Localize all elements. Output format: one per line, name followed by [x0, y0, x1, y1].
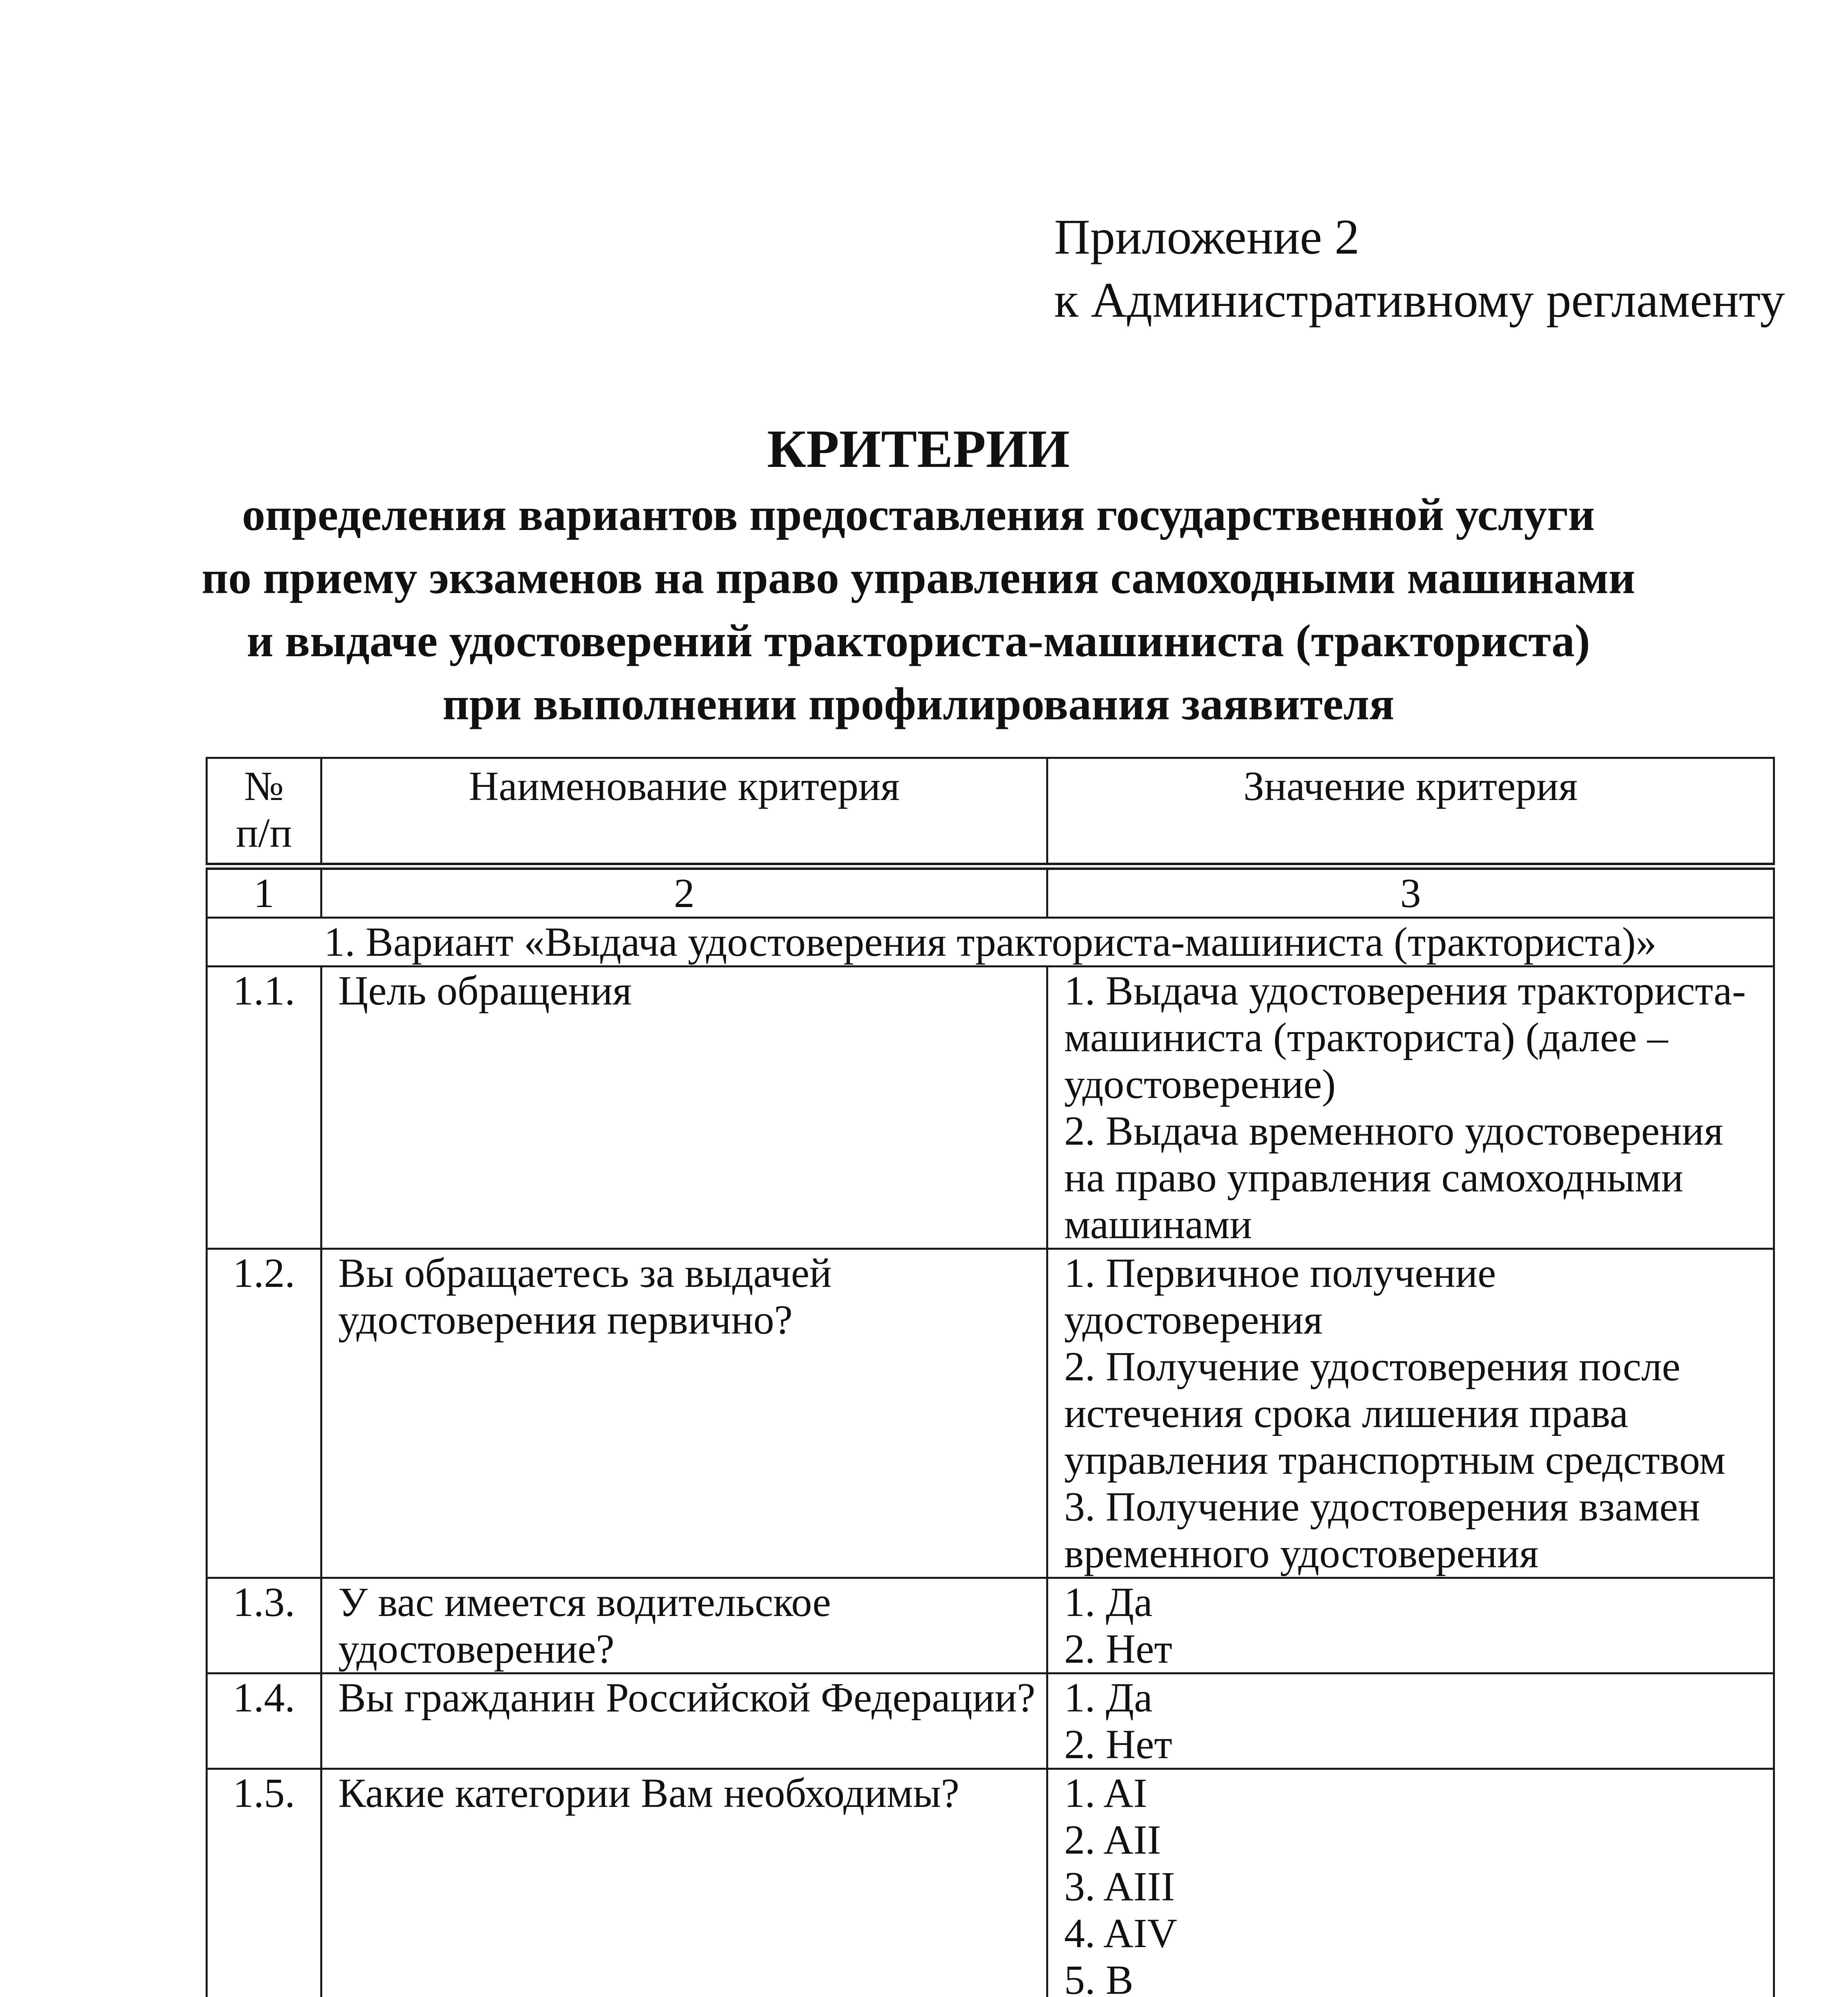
criterion-name-line: удостоверение? — [338, 1626, 615, 1672]
criterion-value-line: 1. Да — [1064, 1579, 1153, 1625]
appendix-line-1: Приложение 2 — [1054, 210, 1360, 265]
criterion-value-line: 1. Выдача удостоверения тракториста- — [1064, 968, 1746, 1014]
table-row — [207, 1769, 1774, 1997]
criterion-name-line: удостоверения первично? — [338, 1297, 793, 1343]
criterion-name — [321, 967, 1047, 1249]
criterion-number: 1.2. — [207, 1249, 321, 1578]
criterion-value-line: машиниста (тракториста) (далее – — [1064, 1014, 1668, 1060]
variant-1-rows — [207, 967, 1774, 1997]
title-line-4: при выполнении профилирования заявителя — [442, 679, 1394, 730]
criterion-number: 1.5. — [207, 1769, 321, 1997]
criterion-value-line: 2. Нет — [1064, 1626, 1172, 1672]
variant-1-title: 1. Вариант «Выдача удостоверения тракториста-машиниста (тракториста)» — [207, 918, 1774, 967]
header-criterion-name: Наименование критерия — [321, 758, 1047, 867]
criterion-values — [1047, 1249, 1774, 1578]
criterion-value-line: удостоверение) — [1064, 1061, 1336, 1107]
criterion-value-line: машинами — [1064, 1201, 1252, 1247]
criterion-name-line: Вы обращаетесь за выдачей — [338, 1250, 832, 1296]
criterion-value-line: 1. Первичное получение — [1064, 1250, 1496, 1296]
appendix-header — [1054, 206, 1785, 332]
criterion-values — [1047, 1673, 1774, 1769]
criterion-value-line: 2. Выдача временного удостоверения — [1064, 1108, 1723, 1154]
column-number-row — [207, 866, 1774, 918]
table-row — [207, 967, 1774, 1249]
column-number-3: 3 — [1047, 866, 1774, 918]
criterion-value-line: 5. B — [1064, 1957, 1134, 1997]
table-row — [207, 1578, 1774, 1673]
title-main: КРИТЕРИИ — [767, 419, 1070, 479]
criterion-value-line: 1. AI — [1064, 1770, 1147, 1816]
criterion-value-line: временного удостоверения — [1064, 1531, 1539, 1576]
criterion-values — [1047, 967, 1774, 1249]
table-row — [207, 1673, 1774, 1769]
criterion-value-line: 4. AIV — [1064, 1910, 1178, 1956]
criterion-value-line: на право управления самоходными — [1064, 1155, 1683, 1201]
criterion-name-line: У вас имеется водительское — [338, 1579, 831, 1625]
document-title — [120, 415, 1717, 736]
criterion-value-line: удостоверения — [1064, 1297, 1323, 1343]
criterion-value-line: 2. AII — [1064, 1817, 1161, 1863]
column-number-2: 2 — [321, 866, 1047, 918]
criterion-name — [321, 1249, 1047, 1578]
table-header-row — [207, 758, 1774, 867]
column-number-1: 1 — [207, 866, 321, 918]
criterion-name-line: Вы гражданин Российской Федерации? — [338, 1675, 1035, 1721]
criterion-name-line: Какие категории Вам необходимы? — [338, 1770, 960, 1816]
criterion-name — [321, 1769, 1047, 1997]
header-criterion-value: Значение критерия — [1047, 758, 1774, 867]
variant-row-1 — [207, 918, 1774, 967]
criterion-value-line: управления транспортным средством — [1064, 1437, 1726, 1483]
title-line-3: и выдаче удостоверений тракториста-машиниста (тракториста) — [246, 615, 1590, 667]
criterion-value-line: истечения срока лишения права — [1064, 1390, 1628, 1436]
criterion-value-line: 3. Получение удостоверения взамен — [1064, 1484, 1700, 1530]
criterion-number: 1.1. — [207, 967, 321, 1249]
criterion-value-line: 3. AIII — [1064, 1864, 1175, 1910]
criterion-number: 1.3. — [207, 1578, 321, 1673]
criteria-table — [206, 757, 1775, 1997]
table-row — [207, 1249, 1774, 1578]
criterion-name-line: Цель обращения — [338, 968, 632, 1014]
criterion-name — [321, 1578, 1047, 1673]
criterion-value-line: 2. Нет — [1064, 1721, 1172, 1767]
title-line-1: определения вариантов предоставления государственной услуги — [242, 489, 1595, 540]
criterion-values — [1047, 1578, 1774, 1673]
criterion-value-line: 2. Получение удостоверения после — [1064, 1344, 1681, 1390]
appendix-line-2: к Административному регламенту — [1054, 273, 1785, 328]
title-line-2: по приему экзаменов на право управления самоходными машинами — [201, 552, 1636, 603]
header-num-symbol: № — [244, 763, 284, 809]
header-num — [207, 758, 321, 867]
criterion-number: 1.4. — [207, 1673, 321, 1769]
criterion-values — [1047, 1769, 1774, 1997]
criterion-name — [321, 1673, 1047, 1769]
criterion-value-line: 1. Да — [1064, 1675, 1153, 1721]
header-num-label: п/п — [236, 810, 292, 856]
